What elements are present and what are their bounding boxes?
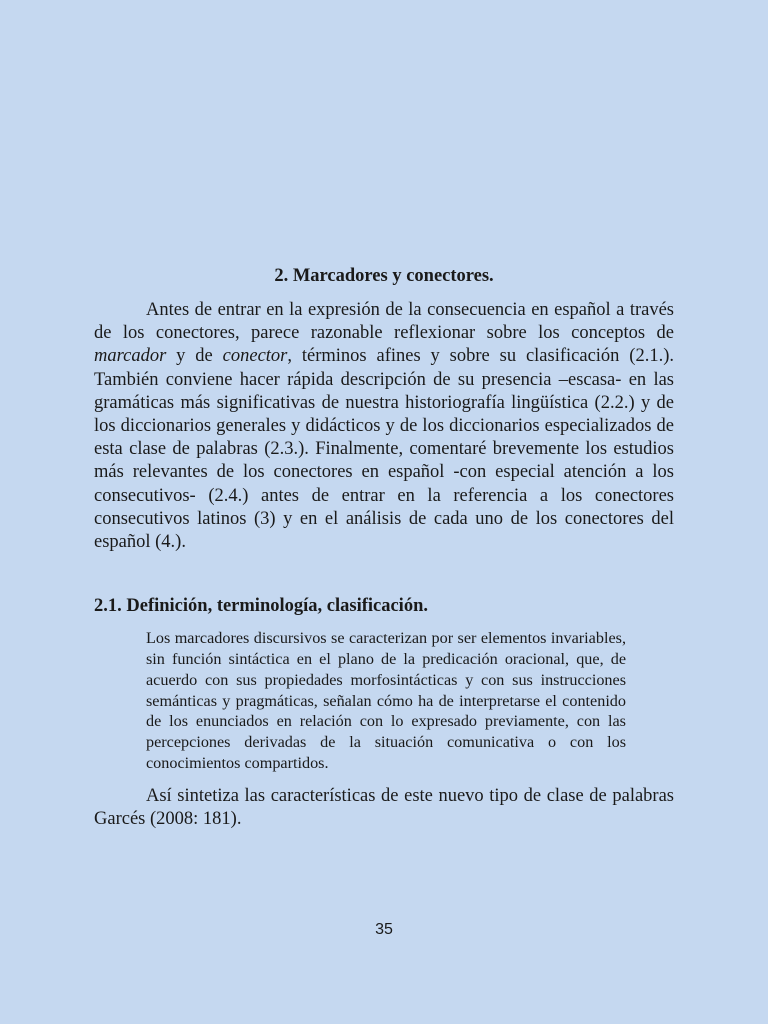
subsection-title: 2.1. Definición, terminología, clasificación. (94, 596, 428, 617)
term-conector: conector (222, 346, 288, 367)
section-title: 2. Marcadores y conectores. (274, 266, 494, 286)
intro-text-2: y de (166, 346, 223, 367)
closing-paragraph: Así sintetiza las características de este nuevo tipo de clase de palabras Garcés (2008: 181). (94, 785, 674, 830)
intro-text-3: , términos afines y sobre su clasificación (2.1.). También conviene hacer rápida descripción de su presencia –escasa- en las gramáticas más significativas de nuestra historiografía lingüística (2.2.) y de los diccionarios generales y didácticos y de los diccionarios especializados de esta clase de palabras (2.3.). Finalmente, comentaré brevemente los estudios más relevantes de los conectores en español -con especial atención a los consecutivos- (2.4.) antes de entrar en la referencia a los conectores consecutivos latinos (3) y en el análisis de cada uno de los conectores del español (4.). (94, 346, 674, 553)
intro-text-1: Antes de entrar en la expresión de la consecuencia en español a través de los conectores, parece razonable reflexionar sobre los conceptos de (94, 300, 674, 344)
term-marcador: marcador (94, 346, 167, 367)
page-content (94, 264, 674, 831)
page-number: 35 (375, 921, 393, 938)
block-quote: Los marcadores discursivos se caracterizan por ser elementos invariables, sin función sintáctica en el plano de la predicación oracional, que, de acuerdo con sus propiedades morfosintácticas y con sus instrucciones semánticas y pragmáticas, señalan cómo ha de interpretarse el contenido de los enunciados en relación con lo expresado previamente, con las percepciones derivadas de la situación comunicativa o con los conocimientos compartidos. (146, 629, 626, 773)
intro-paragraph (94, 299, 674, 554)
